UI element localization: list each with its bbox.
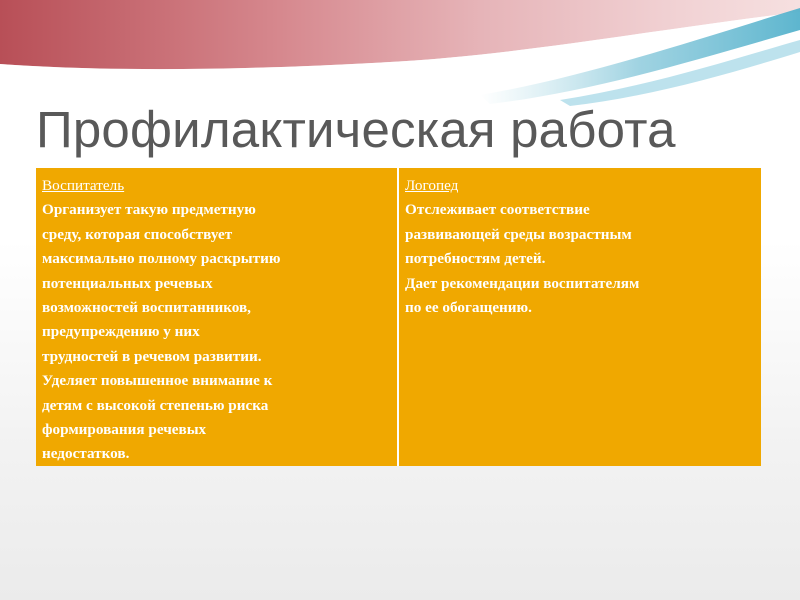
cell-text-line: Уделяет повышенное внимание к <box>42 372 273 390</box>
decorative-waves <box>0 0 800 110</box>
table-cell-speech-therapist <box>399 168 761 466</box>
cell-text-line: возможностей воспитанников, <box>42 299 251 317</box>
cell-text-line: потребностям детей. <box>405 250 546 268</box>
table-cell-educator <box>36 168 399 466</box>
cell-heading-educator: Воспитатель <box>42 177 125 194</box>
cell-text-line: предупреждению у них <box>42 323 200 341</box>
cell-text-line: потенциальных речевых <box>42 274 213 292</box>
cell-text-line: недостатков. <box>42 445 130 463</box>
cell-text-line: Отслеживает соответствие <box>405 201 590 219</box>
cell-text-line: Дает рекомендации воспитателям <box>405 274 640 292</box>
cell-text-line: максимально полному раскрытию <box>42 250 281 268</box>
slide-title: Профилактическая работа <box>36 101 676 158</box>
cell-text-line: формирования речевых <box>42 421 207 439</box>
cell-text-line: по ее обогащению. <box>405 299 532 317</box>
cell-text-line: детям с высокой степенью риска <box>42 396 269 414</box>
comparison-table <box>36 168 761 466</box>
cell-text-line: развивающей среды возрастным <box>405 225 632 243</box>
cell-text-line: трудностей в речевом развитии. <box>42 347 262 365</box>
cell-text-line: Организует такую предметную <box>42 201 256 219</box>
cell-heading-speech-therapist: Логопед <box>405 177 459 194</box>
cell-text-line: среду, которая способствует <box>42 225 233 243</box>
